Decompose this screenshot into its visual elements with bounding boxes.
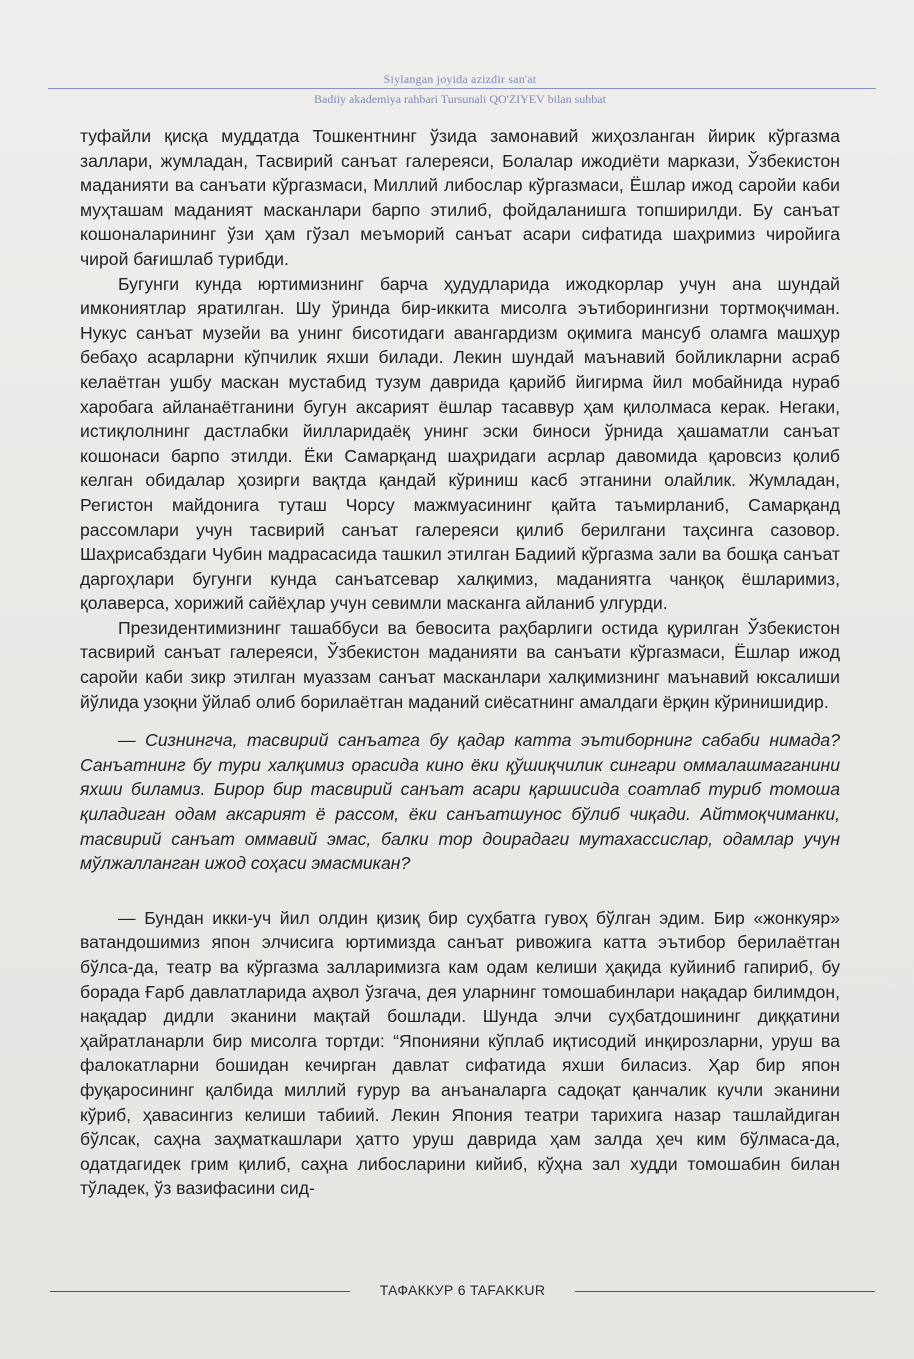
header-rule — [48, 88, 876, 89]
header-title: Siylangan joyida azizdir san'at — [383, 72, 537, 86]
interview-question: — Сизнингча, тасвирий санъатга бу қадар катта эътиборнинг сабаби нимада? Санъатнинг бу тури халқимиз орасида кино ёки қўшиқчилик сингари оммалашмаганини яхши биламиз. Бирор бир тасвирий санъат асари қаршисида соатлаб туриб томоша қиладиган одам аксарият ё рассом, ёки санъатшунос бўлиб чиқади. Айтмоқчиманки, тасвирий санъат оммавий эмас, балки тор доирадаги мутахассислар, одамлар учун мўлжалланган ижод соҳаси эмасмикан? — [80, 730, 840, 874]
paragraph: Президентимизнинг ташаббуси ва бевосита раҳбарлиги остида қурилган Ўзбекистон тасвирий санъат галереяси, Ўзбекистон маданияти ва санъати кўргазмаси, Ёшлар ижод саройи каби зикр этилган муаззам санъат масканлари халқимизнинг маънавий юксалиши йўлида узоқни ўйлаб олиб борилаётган маданий сиёсатнинг амалдаги ёрқин кўринишидир. — [80, 617, 840, 712]
footer-page-label: ТАФАККУР 6 TAFAKKUR — [379, 1282, 546, 1298]
header-subtitle: Badiiy akademiya rahbari Tursunali QO'ZIYEV bilan suhbat — [314, 92, 606, 106]
footer-rule-left — [50, 1291, 350, 1292]
paragraph-continuation: туфайли қисқа муддатда Тошкентнинг ўзида замонавий жиҳозланган йирик кўргазма заллари, жумладан, Тасвирий санъат галереяси, Болалар ижодиёти маркази, Ўзбекистон маданияти ва санъати кўргазмаси, Миллий либослар кўргазмаси, Ёшлар ижод саройи каби муҳташам маданият масканлари барпо этилиб, фойдаланишга топширилди. Бу санъат кошоналарининг ўзи ҳам гўзал меъморий санъат асари сифатида шаҳримиз чиройига чирой бағишлаб турибди. — [80, 126, 840, 269]
page-footer — [0, 1281, 914, 1301]
footer-rule-right — [575, 1291, 875, 1292]
paragraph: Бугунги кунда юртимизнинг барча ҳудудларида ижодкорлар учун ана шундай имкониятлар яратилган. Шу ўринда бир-иккита мисолга эътиборингизни тортмоқчиман. Нукус санъат музейи ва унинг бисотидаги авангардизм оқимига мансуб оламга машҳур бебаҳо асарларни кўпчилик яхши билади. Лекин шундай маънавий бойликларни асраб келаётган ушбу маскан мустабид тузум даврида қарийб йигирма йил мобайнида нураб харобага айланаётганини бугун аксарият ёшлар тасаввур ҳам қилолмаса керак. Негаки, истиқлолнинг дастлабки йилларидаёқ унинг эски биноси ўрнида ҳашаматли санъат кошонаси барпо этилди. Ёки Самарқанд шаҳридаги асрлар давомида қаровсиз қолиб келган обидалар ҳозирги вақтда қандай кўриниш касб этганини олайлик. Жумладан, Регистон майдонига туташ Чорсу мажмуасининг қайта таъмирланиб, Самарқанд рассомлари учун тасвирий санъат галереяси қилиб берилгани таҳсинга сазовор. Шаҳрисабздаги Чубин мадрасасида ташкил этилган Бадиий кўргазма зали ва бошқа санъат даргоҳлари бугунги кунда санъатсевар халқимиз, маданиятга чанқоқ ёшларимиз, қолаверса, хорижий сайёҳлар учун севимли масканга айланиб улгурди. — [80, 273, 840, 614]
interview-answer: — Бундан икки-уч йил олдин қизиқ бир суҳбатга гувоҳ бўлган эдим. Бир «жонкуяр» ватандошимиз япон элчисига юртимизда санъат ривожига катта эътибор берилаётган бўлса-да, театр ва кўргазма залларимизга кам одам келиши ҳақида куйиниб гапириб, бу борада Ғарб давлатларида аҳвол ўзгача, дея уларнинг томошабинлари нақадар билимдон, нақадар дидли эканини мақтай бошлади. Шунда элчи суҳбатдошининг диққатини ҳайратланарли бир мисолга тортди: “Японияни кўплаб иқтисодий инқирозларни, уруш ва фалокатларни бошидан кечирган давлат сифатида яхши биласиз. Ҳар бир япон фуқаросининг қалбида миллий ғурур ва анъаналарга садоқат қанчалик кучли эканини кўриб, ҳавасингиз келиши табиий. Лекин Япония театри тарихига назар ташлайдиган бўлсак, саҳна заҳматкашлари ҳатто уруш даврида ҳам залда ҳеч ким бўлмаса-да, одатдагидек грим қилиб, саҳна либосларини кийиб, кўҳна зал худди томошабин билан тўладек, ўз вазифасини сид- — [80, 907, 840, 1199]
article-body — [80, 124, 840, 1201]
